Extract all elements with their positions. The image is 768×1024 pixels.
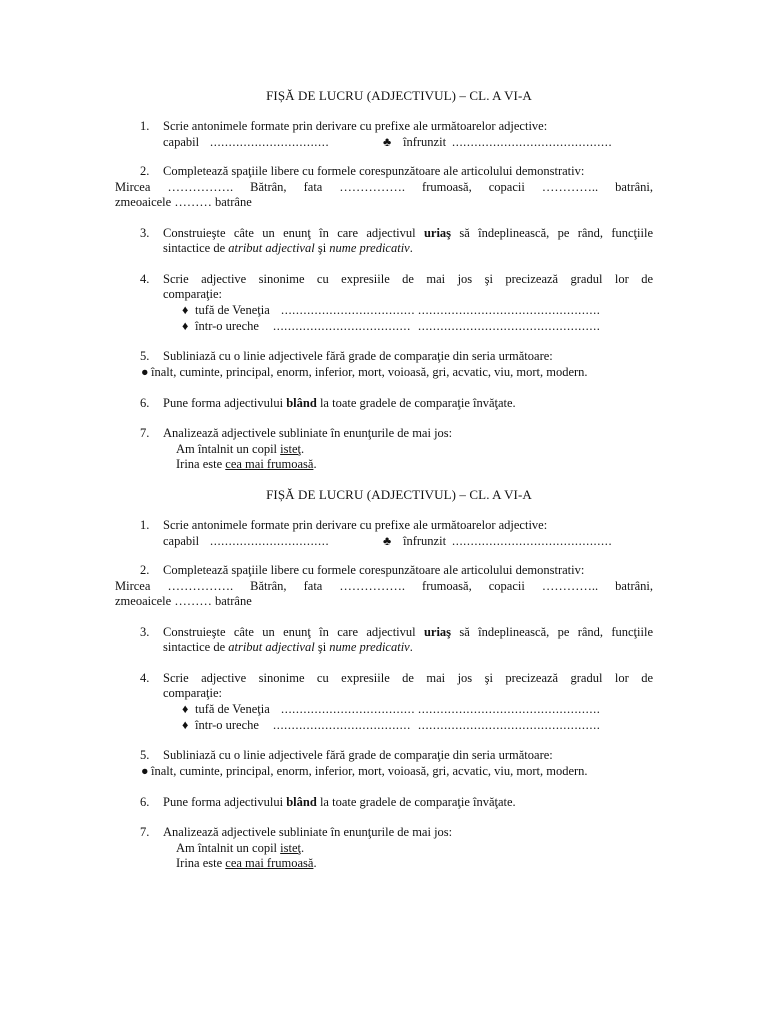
q3-keyword: uriaş [423,625,452,639]
q1-text: Scrie antonimele formate prin derivare cu prefixe ale următoarelor adjective: [163,518,548,532]
q3-line2-pre: sintactice de [163,241,229,255]
q5-text: Subliniază cu o linie adjectivele fără grade de comparaţie din seria următoare: [163,748,553,762]
q4-item-1-blank-2: ................................................. [418,702,601,716]
q4-item-1-label: tufă de Veneţia [195,303,270,317]
q7-s2-underlined: cea mai frumoasă [225,856,314,870]
worksheet-title: FIȘĂ DE LUCRU (ADJECTIVUL) – CL. A VI-A [266,88,532,103]
q7-sentence-1 [176,841,304,856]
q2-text: Completează spaţiile libere cu formele corespunzătoare ale articolului demonstrativ: [163,563,585,577]
dot-bullet-icon: ● [141,764,149,778]
q3-number: 3. [140,625,150,639]
q4-number: 4. [140,671,150,685]
q4-item-2-blank-2: ................................................. [418,319,601,333]
q7-number: 7. [140,825,150,839]
q2-line-2: Mircea ……………. Bătrân, fata ……………. frumoasă, copacii ………….. batrâni, [115,180,653,194]
q1-number: 1. [140,119,150,133]
q7-sentence-1 [176,442,304,457]
q3-term-2: nume predicativ [329,241,410,255]
q2-number: 2. [140,563,150,577]
worksheet-2 [0,487,768,887]
q3-end: . [409,640,413,654]
q6-number: 6. [140,396,150,410]
q2-line-2: Mircea ……………. Bătrân, fata ……………. frumoasă, copacii ………….. batrâni, [115,579,653,593]
q6-text-post: la toate gradele de comparaţie învăţate. [316,795,516,809]
q7-s1-end: . [301,442,305,456]
q2-line-3: zmeoaicele ……… batrâne [115,594,252,608]
q5-number: 5. [140,349,150,363]
q5-number: 5. [140,748,150,762]
q3-text-post: să îndeplinească, pe rând, funcţiile [451,625,653,639]
worksheet-1 [0,88,768,488]
diamond-bullet-icon: ♦ [182,319,189,333]
q6-keyword: blând [286,795,317,809]
q2-number: 2. [140,164,150,178]
diamond-bullet-icon: ♦ [182,303,189,317]
q3-text-post: să îndeplinească, pe rând, funcţiile [451,226,653,240]
q3-number: 3. [140,226,150,240]
q4-line-1: Scrie adjective sinonime cu expresiile de mai jos şi precizează gradul lor de [163,272,653,286]
q4-line-2: comparaţie: [163,686,222,700]
q4-item-2-label: într-o ureche [195,718,259,732]
q4-item-1-blank-1: .................................... [281,702,416,716]
q3-term-1: atribut adjectival [228,241,315,255]
q1-text: Scrie antonimele formate prin derivare cu prefixe ale următoarelor adjective: [163,119,548,133]
q7-s1-underlined: isteţ [280,841,302,855]
q1-blank-1: ................................ [210,534,330,548]
q3-line2-pre: sintactice de [163,640,229,654]
q5-word-list: înalt, cuminte, principal, enorm, inferior, mort, voioasă, gri, acvatic, viu, mort, modern. [151,764,588,778]
q1-blank-2: ........................................... [452,534,613,548]
club-bullet-icon: ♣ [383,534,392,548]
q4-item-1-blank-1: .................................... [281,303,416,317]
q6-text-pre: Pune forma adjectivului [163,396,287,410]
q5-word-list: înalt, cuminte, principal, enorm, inferior, mort, voioasă, gri, acvatic, viu, mort, modern. [151,365,588,379]
q3-keyword: uriaş [423,226,452,240]
q7-s2-end: . [313,856,317,870]
q3-line-2 [163,640,653,655]
q2-line-3: zmeoaicele ……… batrâne [115,195,252,209]
q3-line-1 [163,226,653,241]
q3-line-1 [163,625,653,640]
q7-s1-underlined: isteţ [280,442,302,456]
q3-text-pre: Construieşte câte un enunţ în care adjectivul [163,226,424,240]
q7-s2-underlined: cea mai frumoasă [225,457,314,471]
q4-item-1-blank-2: ................................................. [418,303,601,317]
q3-term-1: atribut adjectival [228,640,315,654]
worksheet-title: FIȘĂ DE LUCRU (ADJECTIVUL) – CL. A VI-A [266,487,532,502]
q2-text: Completează spaţiile libere cu formele corespunzătoare ale articolului demonstrativ: [163,164,585,178]
q1-blank-2: ........................................... [452,135,613,149]
q4-line-2: comparaţie: [163,287,222,301]
q7-s1-pre: Am întalnit un copil [176,841,281,855]
q4-item-1-label: tufă de Veneţia [195,702,270,716]
q7-sentence-2 [176,457,317,472]
q6-text-post: la toate gradele de comparaţie învăţate. [316,396,516,410]
q7-s2-end: . [313,457,317,471]
q7-sentence-2 [176,856,317,871]
q5-text: Subliniază cu o linie adjectivele fără grade de comparaţie din seria următoare: [163,349,553,363]
q1-word-2: înfrunzit [403,534,447,548]
q7-number: 7. [140,426,150,440]
q7-s1-end: . [301,841,305,855]
q6-text [163,396,653,411]
q7-text: Analizează adjectivele subliniate în enunţurile de mai jos: [163,426,453,440]
q3-end: . [409,241,413,255]
q3-and: şi [314,241,330,255]
q7-s1-pre: Am întalnit un copil [176,442,281,456]
q4-item-2-label: într-o ureche [195,319,259,333]
q6-text-pre: Pune forma adjectivului [163,795,287,809]
q7-s2-pre: Irina este [176,457,226,471]
q6-number: 6. [140,795,150,809]
q3-text-pre: Construieşte câte un enunţ în care adjectivul [163,625,424,639]
q4-item-2-blank-2: ................................................. [418,718,601,732]
q6-text [163,795,653,810]
q4-item-2-blank-1: ..................................... [273,319,411,333]
q4-item-2-blank-1: ..................................... [273,718,411,732]
q3-line-2 [163,241,653,256]
club-bullet-icon: ♣ [383,135,392,149]
q4-number: 4. [140,272,150,286]
dot-bullet-icon: ● [141,365,149,379]
q3-term-2: nume predicativ [329,640,410,654]
q1-blank-1: ................................ [210,135,330,149]
q3-and: şi [314,640,330,654]
q1-word-1: capabil [163,534,200,548]
q1-word-1: capabil [163,135,200,149]
diamond-bullet-icon: ♦ [182,718,189,732]
q6-keyword: blând [286,396,317,410]
q1-word-2: înfrunzit [403,135,447,149]
q7-text: Analizează adjectivele subliniate în enunţurile de mai jos: [163,825,453,839]
q4-line-1: Scrie adjective sinonime cu expresiile de mai jos şi precizează gradul lor de [163,671,653,685]
q7-s2-pre: Irina este [176,856,226,870]
q1-number: 1. [140,518,150,532]
diamond-bullet-icon: ♦ [182,702,189,716]
